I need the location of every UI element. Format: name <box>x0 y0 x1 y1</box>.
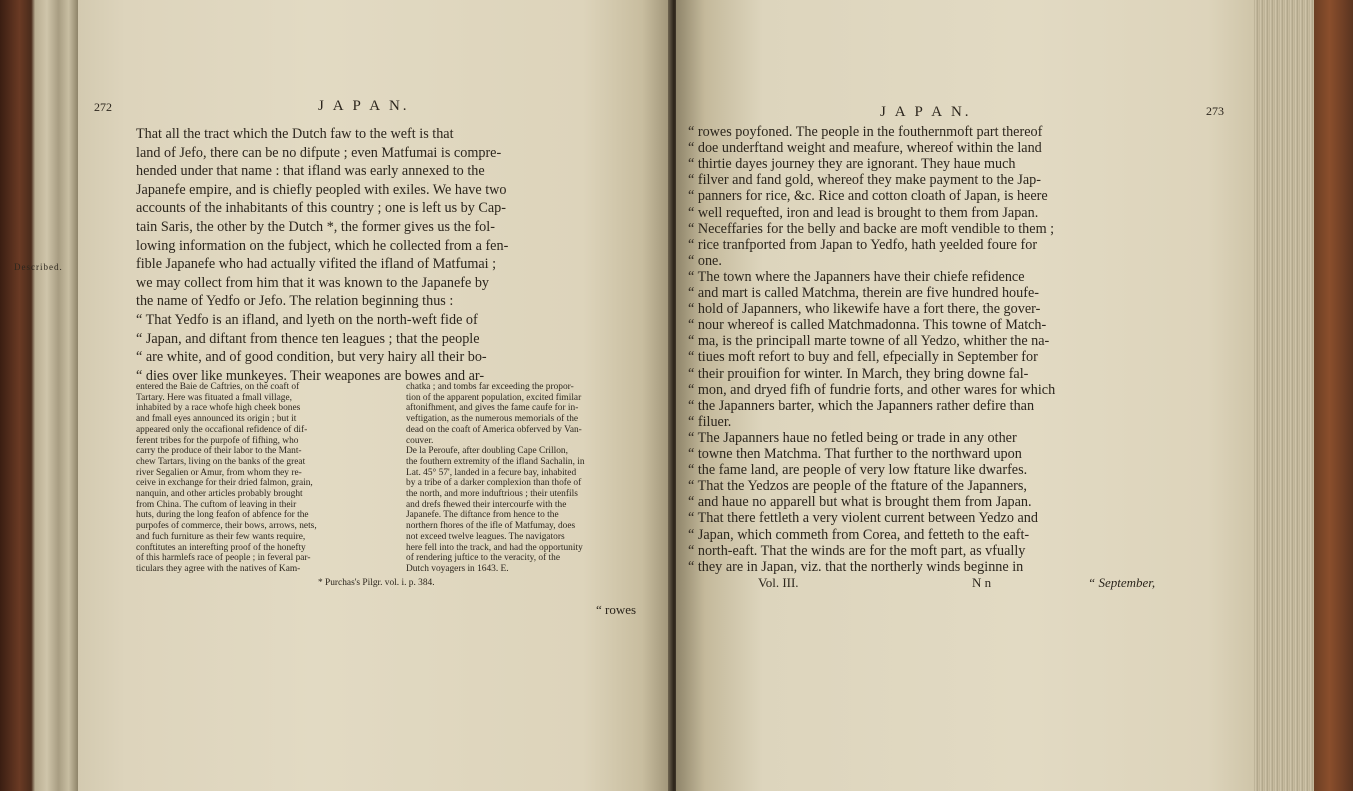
footnote-line: from China. The cuftom of leaving in their <box>136 499 297 510</box>
footnote-line: ceive in exchange for their dried falmon, grain, <box>136 478 313 489</box>
body-line: “ and mart is called Matchma, therein are five hundred houfe- <box>688 285 1039 301</box>
body-line: That all the tract which the Dutch faw to the weft is that <box>136 126 454 142</box>
body-line: “ they are in Japan, viz. that the northerly winds beginne in <box>688 558 1024 575</box>
footnote-line: inhabited by a race whofe high cheek bones <box>136 403 301 414</box>
footnote-line: northern fhores of the ifle of Matfumay, does <box>406 521 576 532</box>
body-line: “ The Japanners haue no fetled being or trade in any other <box>688 429 1017 446</box>
body-line: accounts of the inhabitants of this country ; one is left us by Cap- <box>136 200 506 217</box>
footnote-line: of rendering juftice to the veracity, of the <box>406 553 561 564</box>
left-page <box>78 0 672 791</box>
page-number-right: 273 <box>1206 104 1224 118</box>
footnote-line: ticulars they agree with the natives of Kam- <box>136 563 301 574</box>
body-line: fible Japanefe who had actually vifited the ifland of Matfumai ; <box>136 256 497 273</box>
footnote-line: veftigation, as the numerous memorials of the <box>406 414 579 425</box>
book-edge-right <box>1254 0 1353 791</box>
body-line: “ mon, and dryed fifh of fundrie forts, and other wares for which <box>688 381 1056 398</box>
body-line: “ tiues moft refort to buy and fell, efpecially in September for <box>688 349 1038 366</box>
body-line: “ north-eaft. That the winds are for the moft part, as vfually <box>688 542 1026 559</box>
body-line: “ That there fettleth a very violent current between Yedzo and <box>688 510 1038 527</box>
body-line: land of Jefo, there can be no difpute ; even Matfumai is compre- <box>136 144 502 161</box>
footnote-line: Dutch voyagers in 1643. E. <box>406 563 509 574</box>
catchword-right: “ September, <box>1088 575 1156 590</box>
body-line: “ are white, and of good condition, but very hairy all their bo- <box>136 349 487 366</box>
body-line: hended under that name : that ifland was early annexed to the <box>136 163 485 180</box>
body-line: lowing information on the fubject, which he collected from a fen- <box>136 237 509 254</box>
footnote-line: De la Peroufe, after doubling Cape Crillon, <box>406 446 568 457</box>
body-line: “ thirtie dayes journey they are ignorant. They haue much <box>688 156 1016 173</box>
body-line: “ their prouifion for winter. In March, they bring downe fal- <box>688 365 1029 382</box>
footnote-line: river Segalien or Amur, from whom they re- <box>136 467 302 478</box>
signature-mark: N n <box>972 575 992 590</box>
footnote-line: carry the produce of their labor to the Mant- <box>136 446 302 457</box>
margin-note-described: Described. <box>14 262 63 272</box>
body-line: “ one. <box>688 252 722 269</box>
body-line: “ panners for rice, &c. Rice and cotton cloath of Japan, is heere <box>688 188 1048 205</box>
footnote-line: entered the Baie de Caftries, on the coaft of <box>136 382 300 392</box>
body-line: “ Japan, which commeth from Corea, and fetteth to the eaft- <box>688 526 1030 543</box>
signature-volume: Vol. III. <box>758 575 799 590</box>
footnote-line: tion of the apparent population, excited fimilar <box>406 392 582 403</box>
body-line: “ Neceffaries for the belly and backe are moft vendible to them ; <box>688 220 1055 237</box>
footnote-line: here fell into the track, and had the opportunity <box>406 542 583 553</box>
body-line: “ ma, is the principall marte towne of all Yedzo, whither the na- <box>688 333 1050 350</box>
body-line: “ and haue no apparell but what is brought them from Japan. <box>688 494 1032 511</box>
page-number-left: 272 <box>94 100 112 114</box>
body-line: “ rowes poyfoned. The people in the fouthernmoft part thereof <box>688 124 1043 140</box>
footnote-line: aftonifhment, and gives the fame caufe for in- <box>406 403 579 414</box>
body-line: “ The town where the Japanners have their chiefe refidence <box>688 268 1025 285</box>
footnote-line: dead on the coaft of America obferved by Van- <box>406 424 582 435</box>
body-line: “ dies over like munkeyes. Their weapones are bowes and ar- <box>136 367 485 384</box>
footnote-line: Japanefe. The diftance from hence to the <box>406 510 559 521</box>
body-line: “ filuer. <box>688 413 732 430</box>
body-line: “ the Japanners barter, which the Japanners rather defire than <box>688 397 1035 414</box>
catchword-left: “ rowes <box>596 602 637 617</box>
footnote-line: conftitutes an interefting proof of the honefty <box>136 542 306 553</box>
footnote-line: nanquin, and other articles probably brought <box>136 489 303 499</box>
body-line: “ well requefted, iron and lead is brought to them from Japan. <box>688 204 1039 221</box>
footnote-line: by a tribe of a darker complexion than thofe of <box>406 478 582 489</box>
body-line: “ doe underftand weight and meafure, whereof within the land <box>688 140 1042 157</box>
footnote-star: * Purchas's Pilgr. vol. i. p. 384. <box>318 578 435 588</box>
body-line: the name of Yedfo or Jefo. The relation beginning thus : <box>136 293 454 310</box>
footnote-line: not exceed twelve leagues. The navigators <box>406 531 565 542</box>
body-line: “ towne then Matchma. That further to the northward upon <box>688 446 1022 462</box>
body-line: Japanefe empire, and is chiefly peopled with exiles. We have two <box>136 181 507 198</box>
footnote-line: Lat. 45° 57', landed in a fecure bay, inhabited <box>406 467 577 478</box>
body-line: “ hold of Japanners, who likewife have a fort there, the gover- <box>688 301 1041 318</box>
book-edge-left <box>0 0 78 791</box>
footnote-line: chatka ; and tombs far exceeding the propor- <box>406 382 574 392</box>
body-line: “ Japan, and diftant from thence ten leagues ; that the people <box>136 330 480 347</box>
footnote-line: of this harmlefs race of people ; in feveral par- <box>136 553 311 564</box>
running-head-right: J A P A N. <box>880 104 972 120</box>
body-line: “ the fame land, are people of very low ftature like dwarfes. <box>688 462 1028 479</box>
footnote-line: and fmall eyes announced its origin ; but it <box>136 414 297 425</box>
footnote-line: and drefs fhewed their intercourfe with the <box>406 499 567 510</box>
body-line: “ rice tranfported from Japan to Yedfo, hath yeelded foure for <box>688 236 1038 253</box>
footnote-line: couver. <box>406 435 434 446</box>
body-line: “ That the Yedzos are people of the ftature of the Japanners, <box>688 478 1027 495</box>
body-line: “ filver and fand gold, whereof they make payment to the Jap- <box>688 172 1041 189</box>
right-page <box>676 0 1254 791</box>
footnote-line: huts, during the long feafon of abfence for the <box>136 510 309 521</box>
body-line: “ That Yedfo is an ifland, and lyeth on the north-weft fide of <box>136 312 478 328</box>
footnote-line: the fouthern extremity of the ifland Sachalin, in <box>406 456 585 467</box>
footnote-line: ferent tribes for the purpofe of fifhing, who <box>136 435 299 446</box>
body-line: “ nour whereof is called Matchmadonna. This towne of Match- <box>688 317 1047 334</box>
running-head-left: J A P A N. <box>318 98 410 114</box>
body-line: we may collect from him that it was known to the Japanefe by <box>136 274 490 291</box>
footnote-line: chew Tartars, living on the banks of the great <box>136 456 306 467</box>
body-line: tain Saris, the other by the Dutch *, the former gives us the fol- <box>136 219 495 235</box>
footnote-line: purpofes of commerce, their bows, arrows, nets, <box>136 521 317 532</box>
footnote-line: appeared only the occafional refidence of dif- <box>136 424 308 435</box>
footnote-line: the north, and more induftrious ; their utenfils <box>406 489 578 499</box>
footnote-line: Tartary. Here was fituated a fmall village, <box>136 392 292 403</box>
footnote-line: and fuch furniture as their few wants require, <box>136 531 306 542</box>
